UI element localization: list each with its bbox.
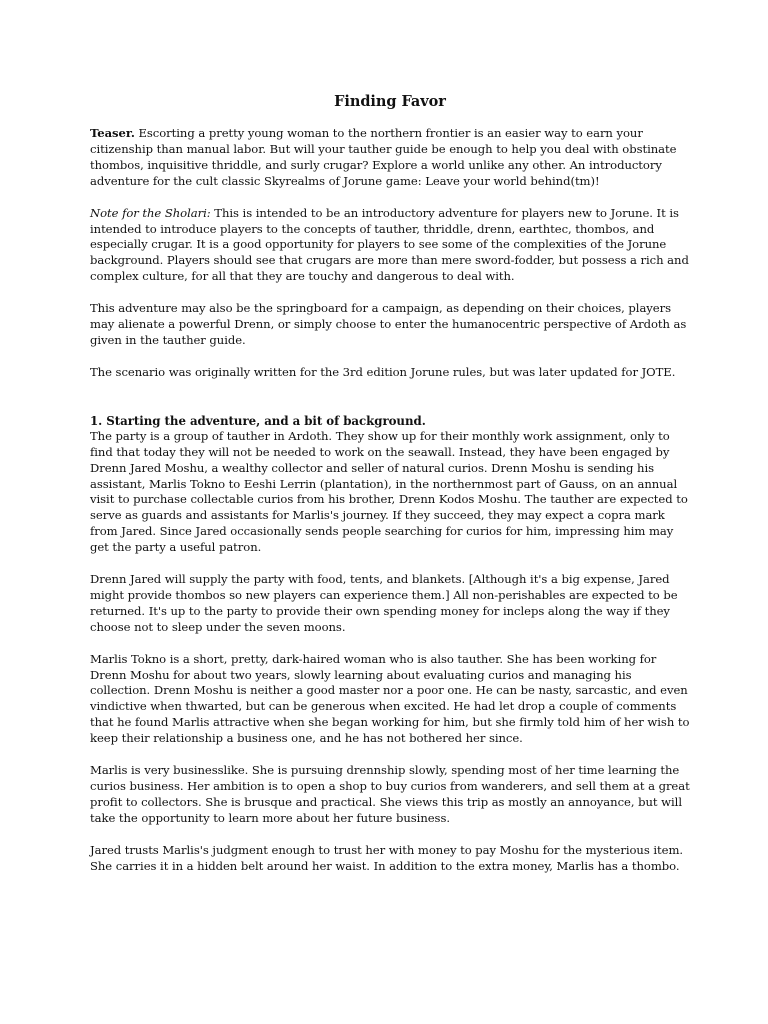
- document-title: Finding Favor: [334, 93, 446, 110]
- sholari-note-paragraph: [90, 206, 690, 286]
- teaser-paragraph: [90, 126, 690, 190]
- section-heading: 1. Starting the adventure, and a bit of background.: [90, 413, 426, 428]
- intro-paragraph: This adventure may also be the springboard for a campaign, as depending on their choices, players may alienate a powerful Drenn, or simply choose to enter the humanocentric perspective of Ardoth as given in the tauther guide.: [90, 301, 687, 347]
- section-paragraph: Drenn Jared will supply the party with food, tents, and blankets. [Although it's a big expense, Jared might provide thombos so new players can experience them.] All non-perishables are expected to be returned. It's up to the party to provide their own spending money for incleps along the way if they choose not to sleep under the seven moons.: [90, 572, 678, 634]
- intro-paragraph: The scenario was originally written for the 3rd edition Jorune rules, but was later updated for JOTE.: [90, 364, 676, 379]
- teaser-text: Escorting a pretty young woman to the northern frontier is an easier way to earn your citizenship than manual labor. But will your tauther guide be enough to help you deal with obstinate thombos, inquisitive thriddle, and surly crugar? Explore a world unlike any other. An introductory adventure for the cult classic Skyrealms of Jorune game: Leave your world behind(tm)!: [90, 126, 677, 188]
- section-paragraph: The party is a group of tauther in Ardoth. They show up for their monthly work assignment, only to find that today they will not be needed to work on the seawall. Instead, they have been engaged by Drenn Jared Moshu, a wealthy collector and seller of natural curios. Drenn Moshu is sending his assistant, Marlis Tokno to Eeshi Lerrin (plantation), in the northernmost part of Gauss, on an annual visit to purchase collectable curios from his brother, Drenn Kodos Moshu. The tauther are expected to serve as guards and assistants for Marlis's journey. If they succeed, they may expect a copra mark from Jared. Since Jared occasionally sends people searching for curios for him, impressing him may get the party a useful patron.: [90, 428, 688, 555]
- sholari-note-label: Note for the Sholari:: [90, 205, 211, 220]
- section-paragraph: Marlis Tokno is a short, pretty, dark-haired woman who is also tauther. She has been working for Drenn Moshu for about two years, slowly learning about evaluating curios and managing his collection. Drenn Moshu is neither a good master nor a poor one. He can be nasty, sarcastic, and even vindictive when thwarted, but can be generous when excited. He had let drop a couple of comments that he found Marlis attractive when she began working for him, but she firmly told him of her wish to keep their relationship a business one, and he has not bothered her since.: [90, 651, 690, 746]
- teaser-label: Teaser.: [90, 126, 135, 140]
- section-paragraph: Marlis is very businesslike. She is pursuing drennship slowly, spending most of her time learning the curios business. Her ambition is to open a shop to buy curios from wanderers, and sell them at a great profit to collectors. She is brusque and practical. She views this trip as mostly an annoyance, but will take the opportunity to learn more about her future business.: [90, 763, 690, 825]
- section-paragraph: Jared trusts Marlis's judgment enough to trust her with money to pay Moshu for the mysterious item. She carries it in a hidden belt around her waist. In addition to the extra money, Marlis has a thombo.: [90, 842, 684, 873]
- sholari-note-text: This is intended to be an introductory adventure for players new to Jorune. It is intended to introduce players to the concepts of tauther, thriddle, drenn, earthtec, thombos, and especially crugar. It is a good opportunity for players to see some of the complexities of the Jorune background. Players should see that crugars are more than mere sword-fodder, but possess a rich and complex culture, for all that they are touchy and dangerous to deal with.: [90, 205, 689, 284]
